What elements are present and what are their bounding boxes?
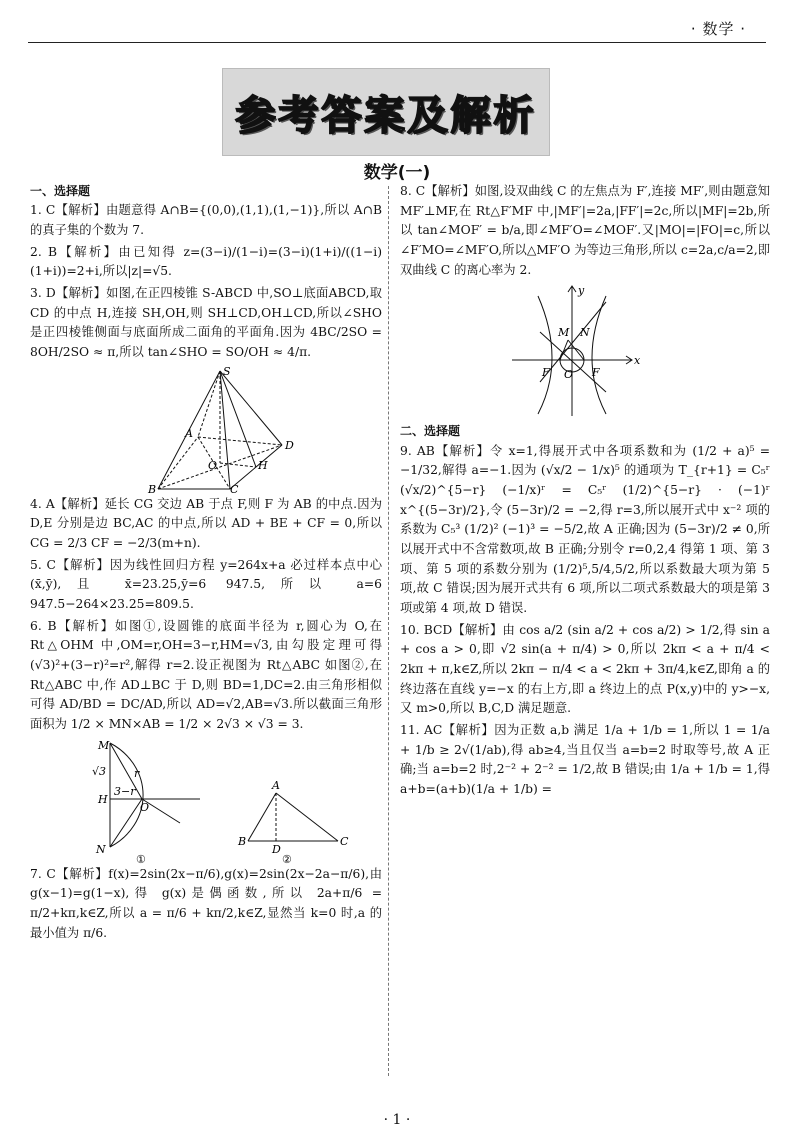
fig8-label: O bbox=[564, 368, 574, 382]
fig3-label: A bbox=[185, 426, 193, 440]
answer-q7: 7. C【解析】f(x)=2sin(2x−π/6),g(x)=2sin(2x−2a−π/6),由 g(x−1)=g(1−x),得 g(x)是偶函数,所以 2a+π/6 = π/2+kπ,k∈Z,所以 a = π/6 + kπ/2,k∈Z,显然当 k=0 时,a 的最小值为 π/6. bbox=[30, 866, 382, 940]
page-title: 数学(一) bbox=[363, 163, 431, 183]
header-rule bbox=[28, 42, 766, 43]
column-divider bbox=[388, 186, 389, 1076]
fig6-label: M bbox=[98, 738, 110, 752]
fig3-label: B bbox=[148, 482, 157, 495]
fig6-label: ② bbox=[282, 852, 292, 865]
fig6-label: r bbox=[134, 766, 140, 780]
left-column bbox=[30, 182, 382, 1082]
fig3-label: D bbox=[285, 438, 294, 452]
section-heading-multi-choice: 二、选择题 bbox=[400, 424, 461, 439]
fig6-label: ① bbox=[136, 852, 146, 865]
right-column bbox=[400, 182, 770, 1082]
answer-q8: 8. C【解析】如图,设双曲线 C 的左焦点为 F′,连接 MF′,则由题意知 MF′⊥MF,在 Rt△F′MF 中,|MF′|=2a,|FF′|=2c,所以|MF|=2b,所以 tan∠MOF′ = b/a,即∠MF′O=∠MOF′.又|MO|=|FO|=c,所以∠F′MO=∠MF′O,所以△MF′O 为等边三角形,所以 c=2a,c/a=2,即双曲线 C 的离心率为 2. bbox=[400, 184, 770, 277]
answer-q2: 2. B【解析】由已知得 z=(3−i)/(1−i)=(3−i)(1+i)/((1−i)(1+i))=2+i,所以|z|=√5. bbox=[30, 244, 382, 279]
answer-q4: 4. A【解析】延长 CG 交边 AB 于点 F,则 F 为 AB 的中点.因为 D,E 分别是边 BC,AC 的中点,所以 AD + BE + CF = 0,所以 CG = 2/3 CF = −2/3(m+n). bbox=[30, 496, 382, 550]
banner-title: 参考答案及解析 bbox=[235, 92, 537, 139]
section-heading-choice: 一、选择题 bbox=[30, 184, 91, 198]
answer-banner bbox=[222, 68, 550, 156]
answer-q3: 3. D【解析】如图,在正四棱锥 S-ABCD 中,SO⊥底面ABCD,取 CD 的中点 H,连接 SH,OH,则 SH⊥CD,OH⊥CD,所以∠SHO 是正四棱锥侧面与底面所成二面角的平面角.因为 4BC/2SO = 8OH/2SO ≈ π,所以 tan∠SHO = SO/OH ≈ 4/π. bbox=[30, 285, 382, 359]
hyperbola-figure bbox=[400, 282, 770, 422]
fig8-label: F bbox=[592, 366, 600, 380]
fig8-label: M bbox=[558, 326, 570, 340]
answer-q10: 10. BCD【解析】由 cos a/2 (sin a/2 + cos a/2) > 1/2,得 sin a + cos a > 0,即 √2 sin(a + π/4) > 0,所以 2kπ < a + π/4 < 2kπ + π,k∈Z,所以 2kπ − π/4 < a < 2kπ + 3π/4,k∈Z,即角 a 的终边落在直线 y=−x 的右上方,即 a 终边上的点 P(x,y)中的 y>−x,又 m>0,所以 B,C,D 满足题意. bbox=[400, 622, 770, 716]
page-number: · 1 · bbox=[383, 1112, 411, 1128]
fig6-label: H bbox=[98, 792, 108, 806]
answer-q5: 5. C【解析】因为线性回归方程 y=264x+a 必过样本点中心(x̄,ȳ),且 x̄=23.25,ȳ=6 947.5,所以 a=6 947.5−264×23.25=809.5. bbox=[30, 557, 382, 611]
fig8-label: N bbox=[580, 326, 590, 340]
fig6-label: C bbox=[340, 834, 349, 848]
answer-q6: 6. B【解析】如图①,设圆锥的底面半径为 r,圆心为 O,在 Rt△OHM 中,OM=r,OH=3−r,HM=√3,由勾股定理可得(√3)²+(3−r)²=r²,解得 r=2.设正视图为 Rt△ABC 如图②,在 Rt△ABC 中,作 AD⊥BC 于 D,则 BD=1,DC=2.由三角形相似可得 AD/BD = DC/AD,所以 AD=√2,AB=√3.所以截面三角形面积为 1/2 × MN×AB = 1/2 × 2√3 × √3 = 3. bbox=[30, 618, 382, 731]
subject-header: · 数学 · bbox=[690, 20, 746, 38]
answer-q11: 11. AC【解析】因为正数 a,b 满足 1/a + 1/b = 1,所以 1 = 1/a + 1/b ≥ 2√(1/ab),得 ab≥4,当且仅当 a=b=2 时取等号,故 A 正确;当 a=b=2 时,2⁻² + 2⁻² = 1/2,故 B 错误;由 1/a + 1/b = 1,得 a+b=(a+b)(1/a + 1/b) = bbox=[400, 722, 770, 796]
answer-q1: 1. C【解析】由题意得 A∩B={(0,0),(1,1),(1,−1)},所以 A∩B 的真子集的个数为 7. bbox=[30, 203, 382, 237]
cone-section-figures bbox=[30, 737, 382, 865]
fig6-label: B bbox=[238, 834, 247, 848]
pyramid-figure bbox=[30, 365, 382, 495]
answer-q9: 9. AB【解析】令 x=1,得展开式中各项系数和为 (1/2 + a)⁵ = −1/32,解得 a=−1.因为 (√x/2 − 1/x)⁵ 的通项为 T_{r+1} = C₅ʳ (√x/2)^{5−r} (−1/x)ʳ = C₅ʳ (1/2)^{5−r} · (−1)ʳ x^{(5−3r)/2},令 (5−3r)/2 = −2,得 r=3,所以展开式中 x⁻² 项的系数为 C₅³ (1/2)² (−1)³ = −5/2,故 A 正确;因为 (5−3r)/2 ≠ 0,所以展开式中不含常数项,故 B 正确;分别令 r=0,2,4 得第 1 项、第 3 项、第 5 项的系数分别为 (1/2)⁵,5/4,5/2,所以系数最大项为第 5 项,故 C 错误;因为展开式共有 6 项,所以二项式系数最大的项是第 3 项或第 4 项,故 D 错误. bbox=[400, 443, 770, 615]
fig6-label: N bbox=[96, 842, 106, 856]
fig8-label: y bbox=[578, 284, 585, 298]
fig6-label: A bbox=[272, 778, 280, 792]
fig6-label: 3−r bbox=[114, 784, 136, 798]
fig3-label: O bbox=[208, 458, 218, 472]
fig6-label: D bbox=[272, 842, 281, 856]
fig3-label: H bbox=[258, 458, 268, 472]
fig3-label: C bbox=[230, 482, 239, 495]
fig8-label: x bbox=[634, 354, 641, 368]
fig8-label: F′ bbox=[542, 366, 553, 380]
fig6-label: O bbox=[140, 800, 150, 814]
fig6-label: √3 bbox=[92, 764, 107, 778]
fig3-label: S bbox=[223, 364, 231, 378]
